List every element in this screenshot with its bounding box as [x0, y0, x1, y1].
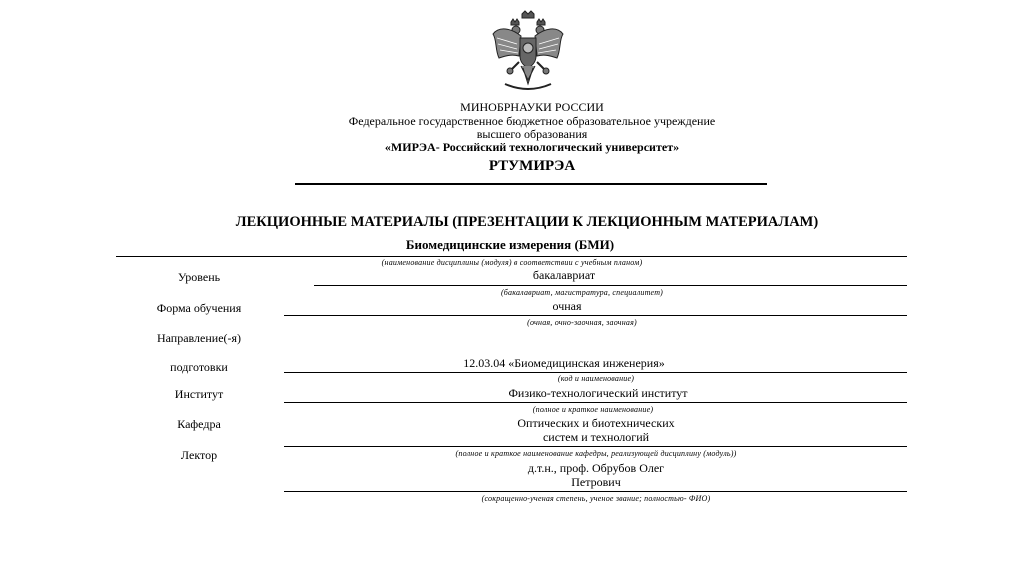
institution-type: Федеральное государственное бюджетное образовательное учреждение [348, 114, 716, 128]
lecturer-label: Лектор [180, 448, 218, 462]
direction-label: Направление(-я) [156, 331, 242, 345]
document-title: ЛЕКЦИОННЫЕ МАТЕРИАЛЫ (ПРЕЗЕНТАЦИИ К ЛЕКЦИОННЫМ МАТЕРИАЛАМ) [235, 214, 819, 230]
department-underline [284, 446, 907, 447]
discipline-underline [116, 256, 907, 257]
study-form-value: очная [552, 299, 582, 313]
department-value-line2: систем и технологий [542, 430, 650, 444]
study-form-label: Форма обучения [156, 301, 242, 315]
study-form-underline [284, 315, 907, 316]
header-divider [295, 183, 767, 185]
lecturer-hint: (сокращенно-ученая степень, ученое звание; полностью- ФИО) [481, 494, 711, 503]
direction-value: 12.03.04 «Биомедицинская инженерия» [463, 356, 665, 370]
university-short-name: РТУМИРЭА [488, 158, 576, 174]
study-form-hint: (очная, очно-заочная, заочная) [527, 318, 637, 327]
institute-hint: (полное и краткое наименование) [532, 405, 654, 414]
discipline-name: Биомедицинские измерения (БМИ) [405, 237, 615, 252]
institute-underline [284, 402, 907, 403]
direction-label-cont: подготовки [170, 360, 228, 374]
lecturer-value-line2: Петрович [571, 475, 621, 489]
level-value: бакалавриат [532, 268, 596, 282]
department-hint: (полное и краткое наименование кафедры, реализующей дисциплину (модуль)) [455, 449, 737, 458]
direction-underline [284, 372, 907, 373]
lecturer-underline [284, 491, 907, 492]
direction-hint: (код и наименование) [557, 374, 635, 383]
lecturer-value-line1: д.т.н., проф. Обрубов Олег [527, 461, 665, 475]
ministry-name: МИНОБРНАУКИ РОССИИ [460, 100, 604, 114]
level-hint: (бакалавриат, магистратура, специалитет) [500, 288, 664, 297]
university-full-name: «МИРЭА- Российский технологический университет» [384, 140, 680, 154]
institute-label: Институт [174, 387, 224, 401]
coat-of-arms-emblem [491, 10, 565, 96]
level-underline [314, 285, 907, 286]
department-label: Кафедра [177, 417, 221, 431]
education-level: высшего образования [476, 127, 588, 141]
discipline-hint: (наименование дисциплины (модуля) в соответствии с учебным планом) [381, 258, 643, 267]
level-label: Уровень [177, 270, 221, 284]
department-value-line1: Оптических и биотехнических [517, 416, 675, 430]
institute-value: Физико-технологический институт [508, 386, 688, 400]
